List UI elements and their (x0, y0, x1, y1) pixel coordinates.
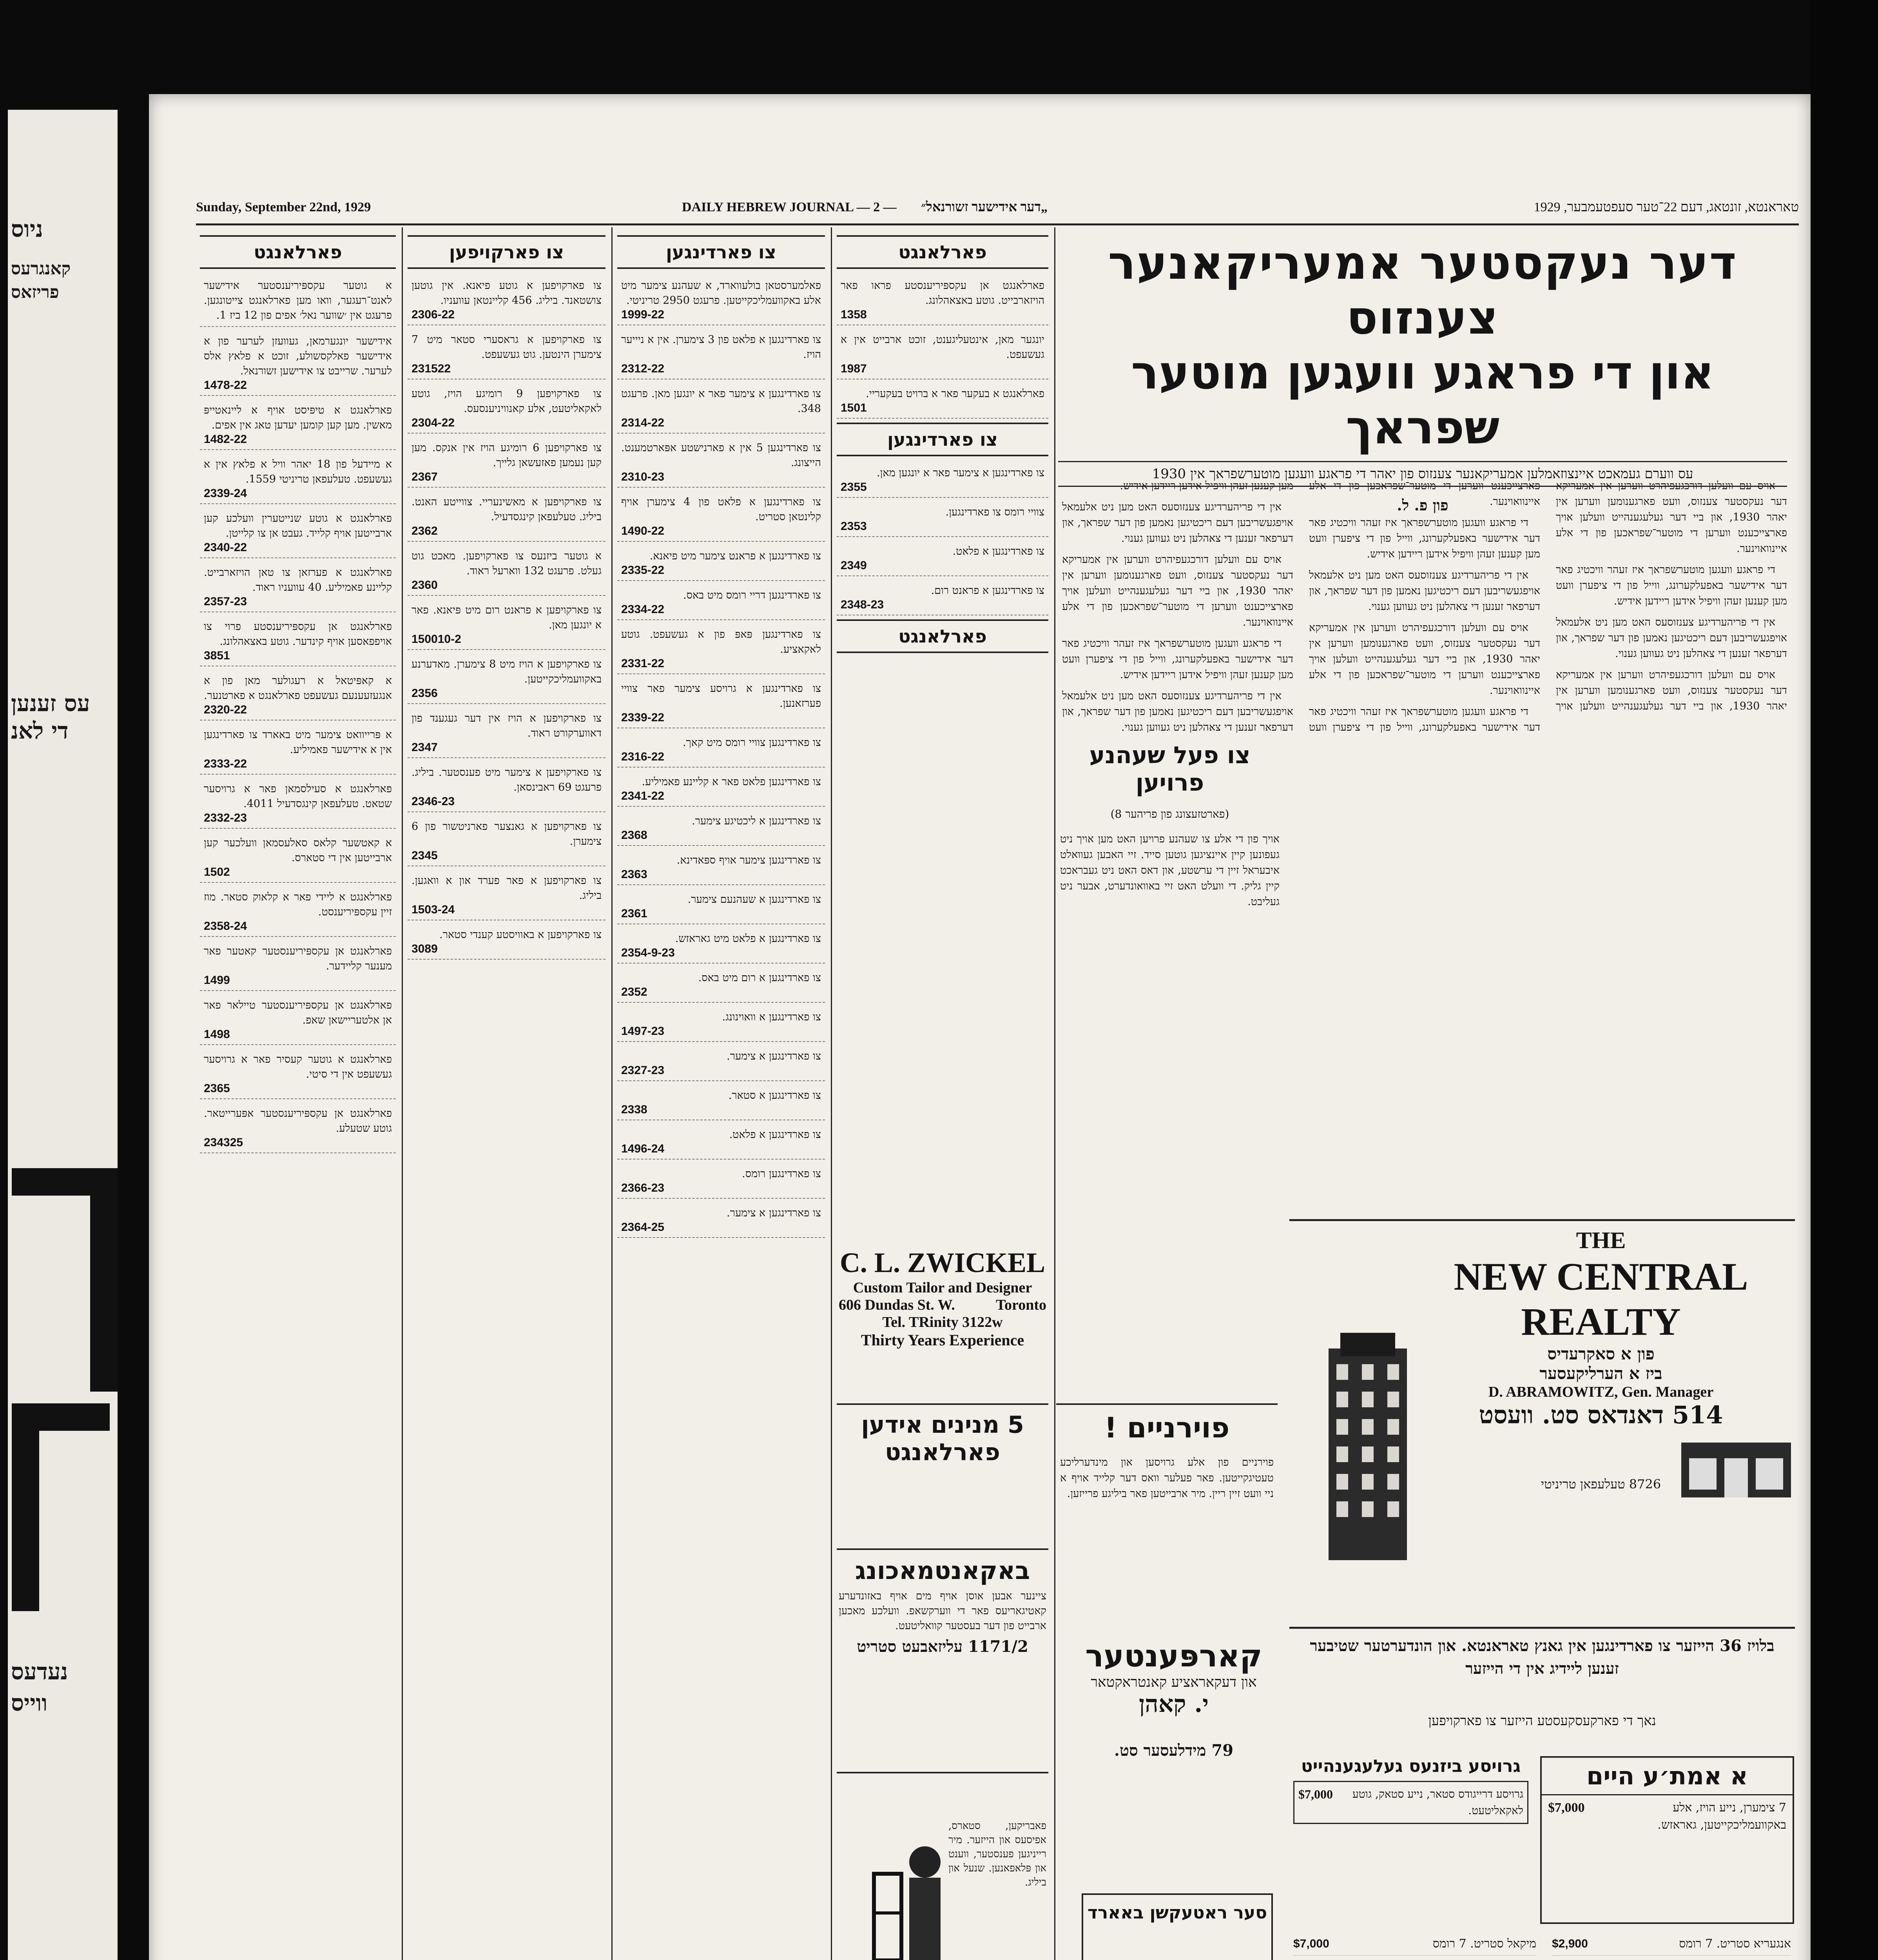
classified-ad (408, 492, 605, 542)
strip-fragment: עס זענען (11, 690, 90, 717)
classified-ad (200, 670, 396, 720)
classified-ad-number: 2352 (621, 985, 647, 998)
classified-ad-number: 2335-22 (621, 564, 665, 577)
classified-ad (837, 541, 1048, 576)
bakanntmachung-phone: 1171/2 עליזאבעט סטריט (857, 1637, 1028, 1656)
classified-ad (837, 502, 1048, 537)
story-end-rule (1289, 1219, 1795, 1221)
section-heading: צו פארקויפען (408, 235, 605, 269)
classified-ad-text: צו פארדינגען צימער אויף ספּאדינא. (676, 854, 821, 866)
kaplan-title: סער ראטעקשן באארד (1087, 1903, 1267, 1923)
classified-ad (408, 816, 605, 866)
beauty-story-heading: צו פעל שעהנע פרויען (1089, 742, 1251, 797)
headline-byline: פון פ. ל. (1397, 496, 1448, 514)
story-paragraph: די פראגע וועגען מוטערשפראך איז זעהר וויכטיג פאר דער אידישער באפעלקערונג, ווייל פון די ציפערן וועט מען קענען זעהן וויפיל אידען ריידען אידיש. (1120, 480, 1540, 733)
classified-ad-text: צו פארדינגען א גרויסע צימער פאר צוויי פערזאנען. (621, 682, 821, 710)
classified-ad-text: צו פארקויפען א גוטע פיאנא. אין גוטען צושטאנד. ביליג. 456 קליינטאן עוועניו. (411, 279, 602, 307)
listing-text (1672, 1958, 1791, 1960)
window-cleaner-illustration (866, 1795, 948, 1960)
classified-ad (200, 995, 396, 1045)
classified-ad-number: 1499 (204, 974, 230, 987)
classified-ad-text: א גוטער עקספּיריענסטער אידישער לאנט־רעגער, וואו מען פארלאנגט צייטונגען. פרעגט אין ׳שווער נאל׳ אפים פון 12 ביז 1. (204, 279, 392, 321)
classified-ad-number: 2363 (621, 868, 647, 881)
listing-row (1552, 1956, 1791, 1960)
bakanntmachung-title: באקאנטמאכונג (855, 1556, 1030, 1585)
carpenter-sub: און דעקאראציע קאנטראקטאר (1091, 1674, 1257, 1690)
carpenter-ad (1074, 1639, 1274, 1882)
window-cleaning-text: פאבריקען, סטארס, אפיסעס און הייזער. מיר רייניגען פענסטער, ווענט און פּלאפאנען. שנעל און ביליג. (948, 1820, 1046, 1888)
story-paragraph: אין די פריהערדיגע צענזוסעס האט מען ניט אלעמאל אויפגעשריבען דעם ריכטיגען נאמען פון דער שפראך, און דערפאר זענען די צאהלען ניט געווען גענוי. (1309, 569, 1540, 613)
classified-ad-text: פארלאנגט אן עקספּיריענסטע פרוי צו אויפפאסען אויף קינדער. גוטע באצאהלונג. (204, 621, 392, 648)
classified-ad-number: 2368 (621, 829, 647, 842)
classified-ad-number: 2312-22 (621, 362, 665, 375)
classified-ad-text: א קאטשער קלאס סאלעסמאן וועלכער קען ארבייטען אין די סטארס. (204, 837, 392, 864)
classified-ad-number: 1497-23 (621, 1025, 665, 1038)
classified-ad-text: א פּרייוואט צימער מיט באארד צו פארדינגען אין א אידישער פאמיליע. (204, 729, 392, 756)
classified-ad (408, 600, 605, 650)
classified-ad-text: צו פארקויפען א פאר פערד און א וואגען. ביליג. (411, 875, 602, 902)
classified-ad-number: 234325 (204, 1136, 243, 1149)
classified-ad-text: פארלאנגט א סעילסמאן פאר א גרויסער שטאט. טעלעפאן קינגסדעיל 4011. (204, 783, 392, 810)
minyonim-title: 5 מנינים אידען (861, 1411, 1024, 1439)
section-heading: פארלאנגט (837, 235, 1048, 269)
classified-ad-number: 1498 (204, 1028, 230, 1041)
beauty-story-text: אויך פון די אלע צו שעהנע פרויען האט מען אויך ניט געפונען קיין איינציגען גוטען סייד. זיי האבען געוואלט איבעראל זיין די ערשטע, און דאס האט ניט געבראכט קיין גליק. די וועלט האט זיי באוואונדערט, אבער ניט געליבט. (1060, 833, 1280, 908)
classified-ad (617, 492, 825, 542)
classified-ad-number: 2358-24 (204, 920, 247, 933)
classified-ad (617, 585, 825, 620)
carpenter-title: קארפּענטער (1085, 1639, 1262, 1674)
story-paragraph: אין די פריהערדיגע צענזוסעס האט מען ניט אלעמאל אויפגעשריבען דעם ריכטיגען נאמען פון דער שפראך, און דערפאר זענען די צאהלען ניט געווען גענוי. (1062, 690, 1293, 733)
masthead-paper-yi: „דער אידישער זשורנאל״ (921, 200, 1048, 214)
classified-ad-number: 2331-22 (621, 657, 665, 670)
classified-ad (200, 508, 396, 558)
headline-subline: עס ווערם געמאכט איינצוזאמלען אמעריקאנער צענזוס פון יאהר די פראגע וועגען מוטערשפראך אין 1930 (1058, 461, 1787, 487)
classified-ad-number: 2360 (411, 579, 438, 592)
strip-fragment: פריזאס (11, 282, 59, 302)
classified-ad-number: 231522 (411, 362, 451, 375)
classified-ad-text: אידישער יונגערמאן, געוועזן לערער פון א אידישער פאלקסשולע, זוכט א פלאץ אלס לערער. שרייבט צו אידישען זשורנאל. (204, 335, 392, 377)
classified-ad-number: 2346-23 (411, 795, 455, 808)
strip-fragment: ניוס (11, 216, 43, 242)
classified-ad-number: 3851 (204, 649, 230, 662)
classified-ad (617, 329, 825, 379)
classified-ad-number: 150010-2 (411, 633, 461, 646)
business-price: $7,000 (1298, 1787, 1333, 1801)
zwickel-experience: Thirty Years Experience (861, 1331, 1024, 1349)
bakanntmachung-text: ציינער אבען אוסן אויף מים אויף באזונדערע קאטיגאריעס פאר די ווערקשאפ. וועלכע מאכען ארבייט פון דער בעסטער קוואליטעט. (839, 1590, 1046, 1632)
listing-price (1293, 1958, 1329, 1960)
classified-ad-text: צו פארקויפען 9 רומיגע הויז, גוטע לאקאליטעט, אלע קאנוויניענסעס. (411, 388, 602, 415)
classified-column-3 (617, 231, 825, 1960)
classified-ad-text: צו פארדינגען א שעהנעם צימער. (687, 893, 821, 906)
classified-ad-text: א מיידעל פון 18 יאהר וויל א פלאץ אין א געשעפט. טעלעפאן טריניטי 1559. (204, 458, 392, 485)
minyonim-ad (839, 1411, 1046, 1474)
realty-the: THE (1576, 1227, 1626, 1253)
classified-ad-number: 1987 (841, 362, 867, 375)
classified-ad (617, 732, 825, 768)
classified-ad (408, 762, 605, 812)
classified-ad (617, 967, 825, 1003)
masthead-paper-en: DAILY HEBREW JOURNAL — 2 — (682, 200, 897, 214)
classified-ad-number: 2355 (841, 481, 867, 494)
classified-column-1 (200, 231, 396, 1960)
classified-ad (617, 850, 825, 885)
classified-ad-number: 2348-23 (841, 598, 884, 611)
classified-ad (617, 811, 825, 846)
classified-ad (408, 275, 605, 325)
classified-ad (200, 562, 396, 612)
classified-ad-number: 2306-22 (411, 308, 455, 321)
classified-ad-number: 2327-23 (621, 1064, 665, 1077)
classified-ad-number: 2320-22 (204, 703, 247, 716)
classified-ad-text: צו פארדינגען פלאט פאר א קליינע פאמיליע. (642, 776, 821, 788)
story-paragraph: די פראגע וועגען מוטערשפראך איז זעהר וויכטיג פאר דער אידישער באפעלקערונג, ווייל פון די ציפערן וועט מען קענען זעהן וויפיל אידען ריידען אידיש. (1062, 637, 1293, 681)
classified-ad-number: 2340-22 (204, 541, 247, 554)
classified-ad (617, 546, 825, 581)
classified-ad (617, 928, 825, 964)
classified-ad-number: 2366-23 (621, 1181, 665, 1194)
classified-ad-text: צו פארקויפען 6 רומיגע הויז אין אנקס. מען קען נעמען פאזעשאן גלייך. (411, 442, 602, 469)
classified-ad (837, 580, 1048, 615)
masthead (196, 200, 1799, 223)
classified-ad-text: צו פארדינגען פּאפּ פון א געשעפט. גוטע לאקאציע. (621, 628, 821, 655)
main-story (1062, 478, 1787, 1223)
classified-ad-text: צו פארקויפען א באוויסטע קענדי סטאר. (439, 929, 602, 941)
furniture-text: פוירניים פון אלע גרויסען און מינדערליכע טעטיגקייטען. פאר פעלער וואס דער קלייד אויף א ניי וועט זיין ריין. מיר ארבייטען פאר ביליגע פרייזען. (1060, 1456, 1274, 1500)
strip-fragment: ווייס (11, 1690, 48, 1716)
ad-rule (1056, 1403, 1278, 1405)
listing-row (1293, 1933, 1536, 1956)
classified-ad-text: צו פארדינגען 5 אין א פארנישטע אפּארטמענט. הייצונג. (621, 442, 821, 469)
classified-ad (200, 454, 396, 504)
realty-manager: D. ABRAMOWITZ, Gen. Manager (1488, 1384, 1714, 1400)
zwickel-name: C. L. ZWICKEL (839, 1247, 1046, 1278)
listing-text (1453, 1958, 1536, 1960)
listing-price (1552, 1958, 1588, 1960)
emes-heim-ad (1540, 1756, 1794, 1924)
large-letter-fragment (12, 1403, 110, 1611)
classified-ad-text: צו פארדינגען א צימער פאר א יונגען מאן. (877, 467, 1044, 479)
classified-ad-text: פארלאנגט א ליידי פאר א קלאוק סטאר. מוז זיין עקספּיריענסט. (204, 891, 392, 918)
carpenter-phone: 79 מידלעסער סט. (1114, 1741, 1234, 1760)
classified-ad-text: צו פארדינגען צוויי רומס מיט קאך. (682, 737, 821, 749)
emes-heim-price: $7,000 (1548, 1800, 1585, 1815)
classified-ad-text: פארלאנגט אן עקספּיריענסטע פראו פאר הויזארבייט. גוטע באצאהלונג. (841, 279, 1044, 307)
story-paragraph: די פראגע וועגען מוטערשפראך איז זעהר וויכטיג פאר דער אידישער באפעלקערונג, ווייל פון די ציפערן וועט מען קענען זעהן וויפיל אידען ריידען אידיש. (1556, 564, 1787, 607)
kaplan-ad (1082, 1893, 1273, 1960)
classified-ad (200, 1103, 396, 1153)
building-illustration (1313, 1325, 1423, 1560)
classified-ad (408, 546, 605, 596)
classified-ad-number: 2341-22 (621, 789, 665, 802)
story-paragraph: אויס עם וועלען דורכגעפיהרט ווערען אין אמעריקא דער נעקסטער צענזוס, וועט פארגענומען ווערען אין יאהר 1930, און ביי דער געלעגענהייט וועלען אויך פארצייכענט ווערען די מוטער־שפראכען פון די אלע איינוואוינער. (1309, 622, 1540, 697)
classified-ad (408, 329, 605, 379)
classified-ad-text: צו פארדינגען א פלאט פון 3 צימערן. אין א ניייער הויז. (621, 334, 821, 361)
masthead-rule (196, 223, 1799, 225)
classified-ad (617, 437, 825, 488)
window-cleaning-ad (948, 1819, 1046, 1960)
strip-fragment: קאנגרעס (11, 259, 71, 279)
classified-ad-text: פארלאנגט א גוטער קעסיר פאר א גרויסער געשעפט אין די סיטי. (204, 1053, 392, 1080)
classified-ad-number: 3089 (411, 942, 438, 955)
classified-ad (200, 331, 396, 396)
classified-ad-text: יונגער מאן, אינטעליגענט, זוכט ארבייט אין א געשעפט. (841, 334, 1044, 361)
listing-text: מיקאל סטריט. 7 רומס (1432, 1937, 1536, 1951)
zwickel-city: Toronto (996, 1297, 1046, 1313)
classified-ad-text: צו פארדינגען א צימער פאר א יונגען מאן. פרעגט 348. (621, 388, 821, 415)
masthead-date-yi: טאראנטא, זונטאג, דעם 22־טער סעפטעמבער, 1929 (1534, 200, 1799, 214)
classified-ad (408, 383, 605, 434)
classified-ad (408, 870, 605, 920)
classified-ad-text: צו פארדינגען א ליכטיגע צימער. (692, 815, 821, 827)
classified-ad-text: צו פארקויפען א הויז אין דער געגענד פון דאווערקורט ראוד. (411, 712, 602, 739)
listing-row (1552, 1933, 1791, 1956)
classified-ad (200, 941, 396, 991)
strip-fragment: נעדעס (11, 1658, 68, 1685)
classified-ad (617, 1085, 825, 1120)
column-rule (611, 227, 613, 1960)
classified-ad (837, 275, 1048, 325)
classified-ad (408, 708, 605, 758)
listing-text: אנגעריא סטריט. 7 רומס (1679, 1937, 1791, 1951)
classified-ad-number: 2353 (841, 520, 867, 533)
classified-ad-text: צו פארקויפען א מאשינעריי. צווייטע האנט. ביליג. טעלעפאן קינגסדעיל. (411, 496, 602, 523)
house-listings (1552, 1933, 1791, 1960)
classified-ad-number: 2338 (621, 1103, 647, 1116)
column-rule (831, 227, 832, 1960)
story-paragraph: די פראגע וועגען מוטערשפראך איז זעהר וויכטיג פאר דער אידישער באפעלקערונג, ווייל פון די ציפערן וועט מען קענען זעהן וויפיל אידען ריידען אידיש. (1309, 517, 1540, 560)
classified-ad-text: פארלאנגט א פערזאן צו טאן הויזארבייט. קליינע פאמיליע. 40 עוועניו ראוד. (204, 566, 392, 593)
classified-ad (837, 383, 1048, 419)
story-paragraph: אין די פריהערדיגע צענזוסעס האט מען ניט אלעמאל אויפגעשריבען דעם ריכטיגען נאמען פון דער שפראך, און דערפאר זענען די צאהלען ניט געווען גענוי. (1062, 501, 1293, 544)
ad-rule (837, 1403, 1048, 1405)
large-letter-fragment (12, 1168, 118, 1392)
classified-ad (617, 1007, 825, 1042)
strip-fragment: די לאנ (11, 717, 69, 744)
classified-ad-number: 2332-23 (204, 811, 247, 824)
scan-border (1811, 0, 1878, 1960)
classified-ad (200, 275, 396, 327)
minyonim-title2: פארלאנגט (885, 1439, 1000, 1466)
classified-ad-text: צו פארדינגען א סטאר. (728, 1089, 821, 1102)
classified-ad (200, 616, 396, 666)
classified-ad (617, 678, 825, 728)
listing-price: $2,900 (1552, 1937, 1588, 1950)
classified-ad-number: 1482-22 (204, 433, 247, 446)
classified-ad (617, 889, 825, 924)
headline-line2: און די פראגע וועגען מוטער שפראך (1131, 345, 1715, 454)
classified-ad-number: 2310-23 (621, 470, 665, 483)
ad-rule (837, 1548, 1048, 1550)
classified-ad-text: צוויי רומס צו פארדינגען. (945, 506, 1044, 518)
beauty-story-sub: (פארטזעצונג פון פריהער 8) (1110, 808, 1229, 820)
classified-ad-text: צו פארדינגען א פלאט. (729, 1129, 821, 1141)
classified-ad-text: פאלמערסטאן בולעווארד, א שעהנע צימער מיט אלע באקוועמליכקייטען. פרעגט 2950 טריניטי. (621, 279, 821, 307)
realty-yi1: פון א סאקרעדיס (1547, 1344, 1655, 1363)
classified-ad-number: 1478-22 (204, 379, 247, 392)
classified-ad-number: 2367 (411, 470, 438, 483)
classified-ad-number: 1503-24 (411, 903, 455, 916)
classified-ad-text: צו פארדינגען א צימער. (727, 1207, 821, 1219)
classified-ad-number: 1496-24 (621, 1142, 665, 1155)
classified-ad-number: 2304-22 (411, 416, 455, 429)
realty-sub: נאך די פארקעסקעסטע הייזער צו פארקויפען (1428, 1713, 1656, 1729)
classified-ad-number: 2356 (411, 687, 438, 700)
classified-column-2 (408, 231, 605, 1960)
classified-ad-number: 2362 (411, 524, 438, 537)
classified-ad (837, 463, 1048, 498)
story-paragraph: אויס עם וועלען דורכגעפיהרט ווערען אין אמעריקא דער נעקסטער צענזוס, וועט פארגענומען ווערען אין יאהר 1930, און ביי דער געלעגענהייט וועלען אויך פארצייכענט ווערען די מוטער־שפראכען פון די אלע איינוואוינער. (1062, 554, 1293, 628)
zwickel-address: 606 Dundas St. W. (839, 1297, 955, 1313)
realty-address: 514 דאנדאס סט. וועסט (1479, 1401, 1723, 1429)
classified-ad-text: צו פארדינגען א צימער. (727, 1050, 821, 1062)
classified-ad (200, 1049, 396, 1099)
headline-line1: דער נעקסטער אמעריקאנער צענזוס (1108, 236, 1737, 345)
masthead-date-en: Sunday, September 22nd, 1929 (196, 200, 371, 214)
classified-ad-text: צו פארדינגען א פראנט רום. (931, 584, 1044, 597)
classified-ad-number: 2347 (411, 741, 438, 754)
classified-ad-text: צו פארדינגען רומס. (742, 1168, 821, 1180)
adjacent-page-strip (8, 110, 118, 1960)
realty-name1: NEW CENTRAL (1454, 1255, 1748, 1298)
classified-ad (617, 383, 825, 434)
classified-ad-text: א קאפּיטאל א רעגולער מאן פון א אנגעזעענעם געשעפט פארלאנגט א פארטנער. (203, 675, 392, 702)
classified-ad (408, 437, 605, 488)
furniture-title: פוירניים ! (1104, 1411, 1230, 1444)
classified-ad-number: 2361 (621, 907, 647, 920)
classified-ad-number: 1358 (841, 308, 867, 321)
classified-ad-text: צו פארקויפען א פראנט רום מיט פּיאנא. פאר א יונגען מאן. (411, 604, 602, 631)
emes-heim-title: א אמת׳ע היים (1586, 1762, 1748, 1790)
classified-ad-number: 1999-22 (621, 308, 665, 321)
story-paragraph: אויס עם וועלען דורכגעפיהרט ווערען אין אמעריקא דער נעקסטער צענזוס, וועט פארגענומען ווערען אין יאהר 1930, און ביי דער געלעגענהייט וועלען אויך פארצייכענט ווערען די מוטער־שפראכען פון די אלע איינוואוינער. (1556, 480, 1787, 555)
classified-column-4 (837, 231, 1048, 1250)
classified-ad-text: צו פארדינגען א רום מיט באס. (698, 972, 821, 984)
classified-ad-text: פארלאנגט אן עקספּיריענסטער קאטער פאר מענער קליידער. (204, 945, 392, 972)
house-listings-left (1293, 1933, 1536, 1960)
classified-ad-text: צו פארקויפען א גאנצער פארניטשור פון 6 צימערן. (411, 820, 602, 848)
classified-ad-number: 2364-25 (621, 1221, 665, 1234)
classified-ad-number: 2333-22 (204, 757, 247, 770)
classified-ad-text: פארלאנגט אן עקספּיריענסטער טיילאר פאר אן אלטעריישאן שאפ. (204, 999, 392, 1026)
classified-ad-text: צו פארדינגען א פלאט. (952, 545, 1044, 557)
classified-ad-text: צו פארדינגען דריי רומס מיט באס. (683, 589, 821, 601)
classified-ad-text: פארלאנגט אן עקספּיריענסטער אפּערייטאר. גוטע שטעלע. (204, 1107, 392, 1134)
business-title: גרויסע ביזנעס געלעגענהייט (1301, 1756, 1521, 1776)
zwickel-phone: Tel. TRinity 3122w (882, 1314, 1003, 1330)
classified-ad-text: צו פארקויפען א גראסערי סטאר מיט 7 צימערן הינטען. גוט געשעפט. (411, 334, 602, 361)
classified-ad (408, 924, 605, 960)
classified-ad-number: 2357-23 (204, 595, 247, 608)
classified-ad-text: צו פארקויפען א הויז מיט 8 צימערן. מאדערנע באקוועמליכקייטען. (411, 658, 602, 685)
carpenter-name: י. קאהן (1139, 1690, 1209, 1718)
classified-ad-number: 2349 (841, 559, 867, 572)
classified-ad-number: 2345 (411, 849, 438, 862)
main-headline (1058, 235, 1787, 514)
classified-ad-text: פארלאנגט א גוטע שנייטערין וועלכע קען ארבייטען אויף קלייד. געבט אן צו קלייטן. (204, 512, 392, 539)
classified-ad (617, 1124, 825, 1160)
classified-ad-number: 1502 (204, 866, 230, 878)
realty-rule (1289, 1627, 1795, 1629)
realty-yi2: ביז א הערליקעסער (1539, 1364, 1662, 1383)
listing-row (1293, 1956, 1536, 1960)
zwickel-line1: Custom Tailor and Designer (853, 1279, 1032, 1296)
realty-name2: REALTY (1521, 1300, 1681, 1343)
classified-ad-number: 1490-22 (621, 524, 665, 537)
classified-ad-number: 2316-22 (621, 750, 665, 763)
classified-ad-text: פארלאנגט א בעקער פאר א ברויט בעקעריי. (866, 388, 1044, 400)
classified-ad-number: 2354-9-23 (621, 946, 675, 959)
business-text: גרויסע דרייגודס סטאר, נייע סטאק, גוטע לאקאליטעט. (1352, 1788, 1523, 1817)
classified-ad (200, 779, 396, 829)
section-heading: צו פארדינגען (837, 423, 1048, 456)
classified-ad (200, 400, 396, 450)
classified-ad-number: 1501 (841, 401, 867, 414)
realty-banner: בלויז 36 הייזער צו פארדינגען אין גאנץ טאראנטא. און הונדערטער שטיבער זענען ליידיג אין די הייזער (1310, 1637, 1775, 1678)
story-paragraph: אויס עם וועלען דורכגעפיהרט ווערען אין אמעריקא דער נעקסטער צענזוס, וועט פארגענומען ווערען אין יאהר 1930, און ביי דער געלעגענהייט וועלען אויך פארצייכענט ווערען די מוטער־שפראכען פון די אלע איינוואוינער. (1309, 480, 1787, 712)
classified-ad-text: צו פארדינגען א פראנט צימער מיט פיאנא. (649, 550, 821, 562)
classified-ad-text: א גוטער ביזנעס צו פארקויפען. מאכט גוט געלט. פרעגט 132 ווארעל ראוד. (411, 550, 602, 577)
classified-ad-text: צו פארדינגען א פלאט מיט גאראזש. (675, 933, 821, 945)
classified-ad-text: צו פארקויפען א צימער מיט פענסטער. ביליג. פרעגט 69 ראבינסאן. (411, 766, 602, 793)
storefront-illustration (1681, 1435, 1791, 1497)
classified-ad-number: 2334-22 (621, 603, 665, 616)
classified-ad (200, 833, 396, 883)
classified-ad (617, 771, 825, 807)
classified-ad (617, 1046, 825, 1081)
classified-ad (617, 624, 825, 674)
realty-phone: 8726 טעלעפאן טריניטי (1541, 1477, 1661, 1492)
bakanntmachung-ad (839, 1556, 1046, 1752)
classified-ad-number: 2339-22 (621, 711, 665, 724)
classified-ad-text: צו פארדינגען א פלאט פון 4 צימערן אויף קלינטאן סטריט. (621, 496, 821, 523)
classified-ad (617, 275, 825, 325)
classified-ad-number: 2339-24 (204, 487, 247, 500)
classified-ad (617, 1203, 825, 1238)
classified-ad (200, 724, 396, 775)
column-rule (402, 227, 403, 1960)
classified-ad (200, 887, 396, 937)
classified-ad (617, 1163, 825, 1199)
emes-heim-text: 7 צימערן, נייע הויז, אלע באקוועמליכקייטען, גאראזש. (1657, 1801, 1786, 1832)
section-heading: פארלאנגט (200, 235, 396, 269)
zwickel-ad (839, 1247, 1046, 1396)
classified-ad-text: פארלאנגט א טיפּיסט אויף א ליינאטייפּ מאשין. מען קען קומען יעדען טאג אין אפים. (204, 404, 392, 431)
column-rule (1054, 227, 1055, 1960)
ad-rule (837, 1772, 1048, 1773)
classified-ad-number: 2365 (204, 1082, 230, 1095)
classified-ad-number: 2314-22 (621, 416, 665, 429)
listing-price: $7,000 (1293, 1937, 1329, 1950)
section-heading: צו פארדינגען (617, 235, 825, 269)
classified-ad (408, 654, 605, 704)
story-paragraph: אין די פריהערדיגע צענזוסעס האט מען ניט אלעמאל אויפגעשריבען דעם ריכטיגען נאמען פון דער שפראך, און דערפאר זענען די צאהלען ניט געווען גענוי. (1556, 616, 1787, 660)
business-ad (1293, 1756, 1528, 1921)
classified-ad-text: צו פארדינגען א וואוינונג. (722, 1011, 821, 1023)
section-heading: פארלאנגט (837, 619, 1048, 653)
classified-ad (837, 329, 1048, 379)
